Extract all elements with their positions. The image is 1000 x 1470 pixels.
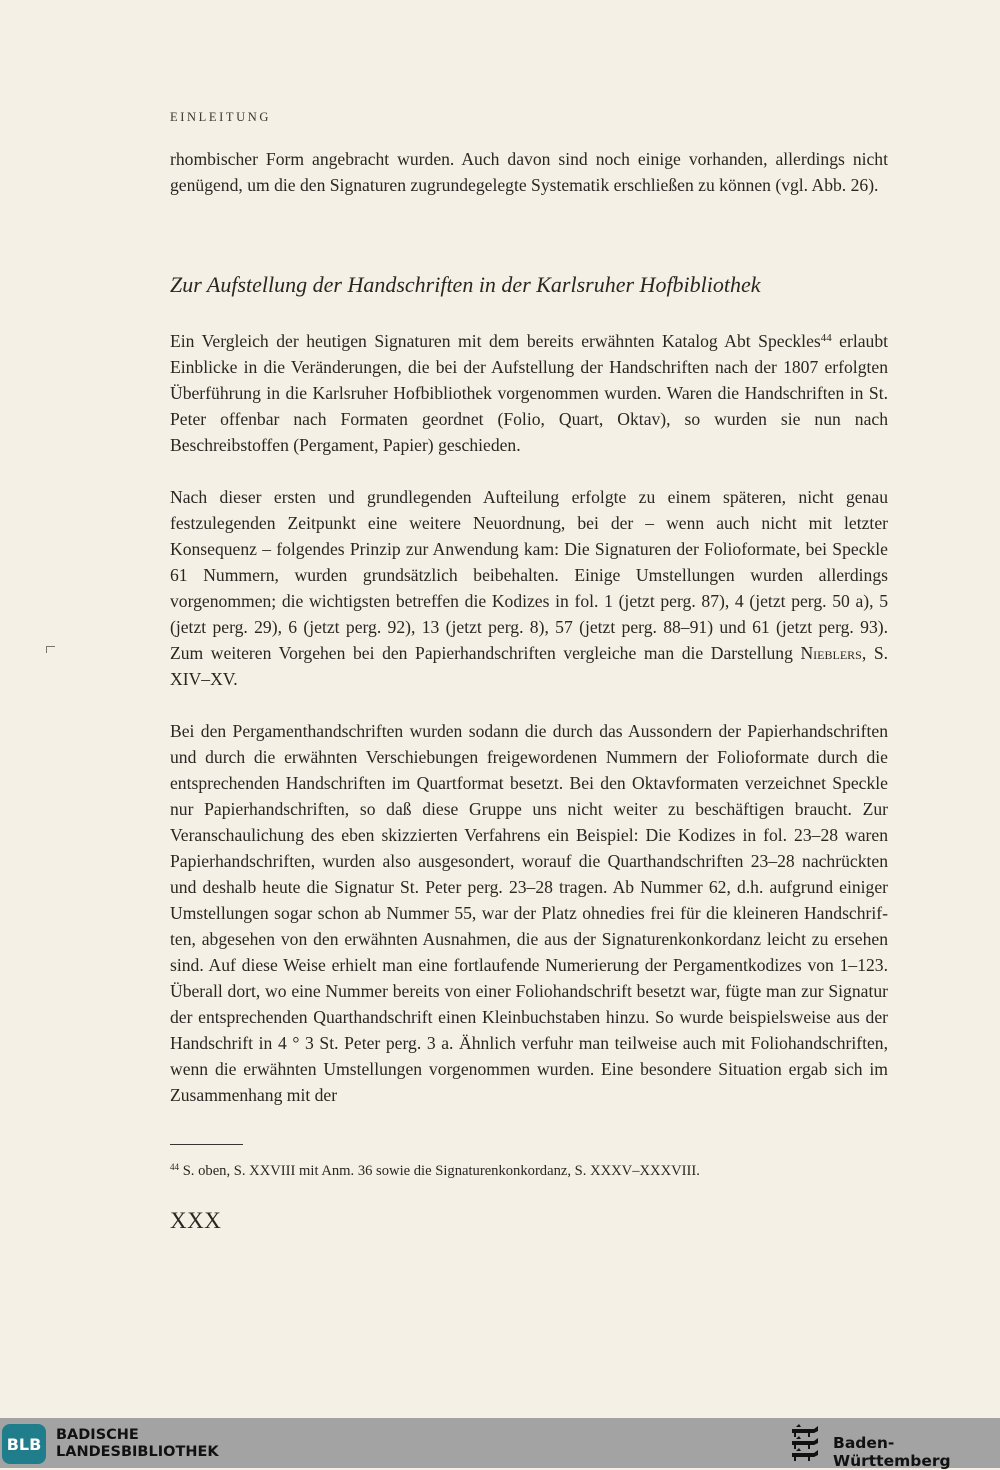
paragraph-comparison-text: Ein Vergleich der heutigen Signaturen mit dem bereits erwähnten Katalog Abt Speckles bbox=[170, 331, 821, 351]
page-number: XXX bbox=[170, 1208, 222, 1233]
footnote-reference[interactable]: 44 bbox=[820, 332, 832, 344]
blb-logo-text: BLB bbox=[6, 1434, 42, 1454]
footnote-text: S. oben, S. XXVIII mit Anm. 36 sowie die Signaturenkonkordanz, S. XXXV–XXXVIII. bbox=[179, 1163, 700, 1179]
paragraph-parchment: Bei den Pergamenthandschriften wurden sodann die durch das Aussondern der Papierhandschriften und durch die erwähnten Verschiebungen freigewordenen Nummern der Folioformate durch die entsprechenden Handschriften im Quartformat besetzt. Bei den Oktavformaten verzeichnet Speckle nur Papierhandschriften, so daß diese Gruppe uns nicht weiter zu beschäftigen braucht. Zur Veranschaulichung des eben skizzierten Verfahrens ein Beispiel: Die Kodizes in fol. 23–28 waren Papierhandschriften, wurden also ausgesondert, worauf die Quarthandschriften 23–28 nachrückten und deshalb heute die Signatur St. Peter perg. 23–28 tragen. Ab Nummer 62, d.h. aufgrund einiger Umstellungen sogar schon ab Nummer 55, war der Platz ohnedies frei für die kleineren Handschriften, abgesehen von den erwähnten Ausnahmen, die aus der Signaturenkonkordanz leicht zu ersehen sind. Auf diese Weise erhielt man eine fortlaufende Numerierung der Pergamentkodizes von 1–123. Überall dort, wo eine Nummer bereits von einer Foliohandschrift besetzt war, fügte man zur Signatur der entsprechenden Quarthandschrift einen Kleinbuchstaben hinzu. So wurde beispielsweise aus der Handschrift in 4 ° 3 St. Peter perg. 3 a. Ähnlich verfuhr man teilweise auch mit Foliohandschriften, wenn die erwähnten Umstellungen vorgenommen wurden. Eine besondere Situation ergab sich im Zusammenhang mit der bbox=[170, 721, 888, 1105]
paragraph-reordering-text: Nach dieser ersten und grundlegenden Aufteilung erfolgte zu einem späteren, nicht genau festzulegenden Zeitpunkt eine weitere Neuordnung, bei der – wenn auch nicht mit letzter Konsequenz – folgendes Prinzip zur Anwendung kam: Die Signaturen der Folioformate, bei Speckle 61 Nummern, wurden grundsätzlich beibehalten. Einige Umstellungen wurden allerdings vorgenommen; die wichtigsten betreffen die Kodizes in fol. 1 (jetzt perg. 87), 4 (jetzt perg. 50 a), 5 (jetzt perg. 29), 6 (jetzt perg. 92), 13 (jetzt perg. 8), 57 (jetzt perg. 88–91) und 61 (jetzt perg. 93). Zum weiteren Vorgehen bei den Papierhandschriften vergleiche man die Darstellung bbox=[170, 487, 888, 663]
paragraph-comparison-text-continued: erlaubt Einblicke in die Veränderungen, die bei der Aufstellung der Handschriften nach der 1807 erfolgten Überführung in die Karlsruher Hofbibliothek vorgenommen wurden. Waren die Handschriften in St. Peter offenbar nach Formaten geordnet (Folio, Quart, Oktav), so wurden sie nun nach Beschreibstoffen (Pergament, Papier) geschieden. bbox=[170, 331, 889, 455]
paragraph-reordering bbox=[170, 484, 888, 692]
library-name-line2: LANDESBIBLIOTHEK bbox=[56, 1444, 219, 1460]
footnote bbox=[170, 1161, 890, 1181]
author-name: Nieblers bbox=[800, 643, 862, 663]
paragraph-reordering-text-end: , S. XIV–XV. bbox=[170, 643, 889, 689]
state-lions-icon bbox=[788, 1423, 824, 1463]
footnote-divider bbox=[170, 1144, 243, 1145]
section-heading: Zur Aufstellung der Handschriften in der Karlsruher Hofbibliothek bbox=[170, 272, 761, 297]
paragraph-intro: rhombischer Form angebracht wurden. Auch davon sind noch einige vorhanden, allerdings nicht genügend, um die den Signaturen zugrundegelegte Systematik erschließen zu können (vgl. Abb. 26). bbox=[170, 149, 888, 195]
library-name[interactable] bbox=[56, 1427, 219, 1461]
blb-logo-icon[interactable] bbox=[2, 1424, 46, 1464]
library-name-line1: BADISCHE bbox=[56, 1427, 139, 1443]
margin-mark bbox=[46, 646, 55, 653]
state-name[interactable]: Baden-Württemberg bbox=[833, 1434, 951, 1470]
paragraph-comparison bbox=[170, 328, 888, 458]
running-head: EINLEITUNG bbox=[170, 110, 271, 124]
footnote-number: 44 bbox=[170, 1162, 180, 1173]
footer-bar bbox=[0, 1418, 1000, 1468]
